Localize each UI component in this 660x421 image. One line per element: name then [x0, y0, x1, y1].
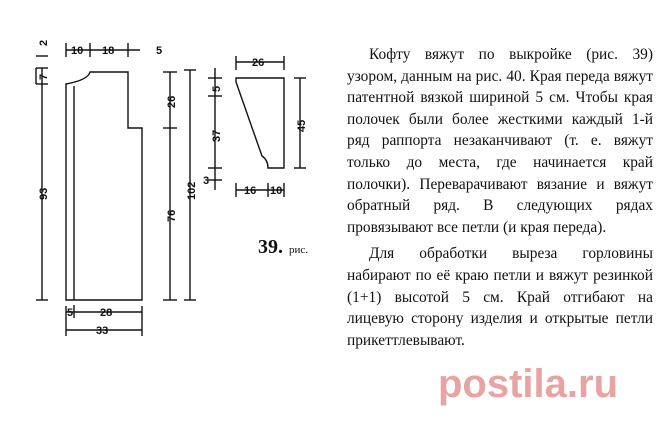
dim-5-sleeve: 5: [211, 85, 223, 92]
dim-37: 37: [211, 129, 223, 142]
dim-7: 7: [38, 73, 50, 80]
dim-3: 3: [203, 175, 210, 187]
dim-18: 18: [102, 45, 115, 57]
dim-5-top: 5: [156, 45, 163, 57]
watermark: postila.ru: [438, 362, 619, 406]
sleeve-outline: [236, 78, 284, 168]
front-panel-outline: [66, 72, 142, 300]
figure-number: 39.: [258, 236, 283, 258]
dim-5-bottom: 5: [67, 307, 74, 319]
dim-102: 102: [186, 181, 198, 200]
dim-10-sleeve: 10: [270, 185, 283, 197]
dim-33: 33: [96, 325, 109, 337]
paragraph-1: Кофту вяжут по выкройке (рис. 39) узором, данным на рис. 40. Края переда вяжут патентной вязкой шириной 5 см. Чтобы края полочек были более жесткими каждый 1-й ряд раппорта незаканчивают (т. е. вяжут только до места, где начинается край полочки). Переварачивают вязание и вяжут обратный ряд. В следующих рядах провязывают все петли (и края переда).: [347, 46, 653, 236]
dim-26-sleeve: 26: [252, 57, 265, 69]
dim-26-front: 26: [166, 95, 178, 108]
figure-label: рис.: [289, 244, 309, 256]
dim-10-top: 10: [71, 45, 84, 57]
instructions-text: [347, 44, 653, 351]
dim-16: 16: [244, 185, 257, 197]
dim-93: 93: [38, 187, 50, 200]
figure-caption: [258, 236, 308, 259]
paragraph-2: Для обработки выреза горловины набирают по её краю петли и вяжут резинкой (1+1) высотой 5 см. Край отгибают на лицевую сторону изделия и открытые петли прикеттлевывают.: [347, 245, 653, 349]
dim-28: 28: [100, 307, 113, 319]
dim-45: 45: [296, 119, 308, 132]
dim-76: 76: [166, 209, 178, 222]
dim-2: 2: [38, 39, 50, 46]
